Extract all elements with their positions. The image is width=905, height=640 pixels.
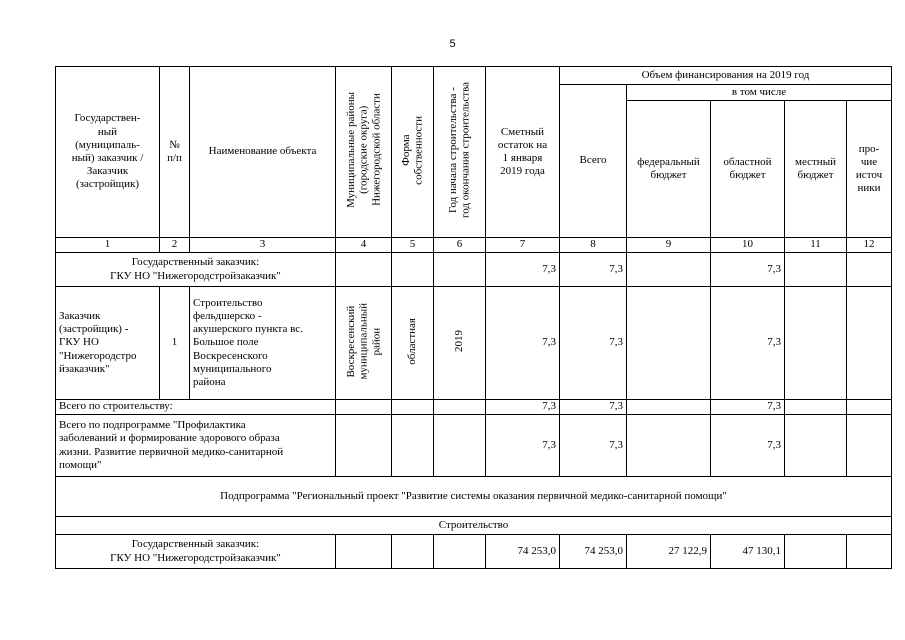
object-name: Строительство фельдшерско - акушерского пункта вс. Большое поле Воскресенского муниципального района [190, 287, 336, 400]
cell-total: 74 253,0 [560, 535, 627, 569]
header-years: Год начала строительства - год окончания строительства [434, 67, 486, 238]
cell-total: 7,3 [560, 400, 627, 415]
column-number: 6 [434, 238, 486, 253]
header-other: про- чие источ ники [847, 101, 892, 238]
column-number: 9 [627, 238, 711, 253]
table-row [56, 517, 892, 535]
cell-total: 7,3 [560, 415, 627, 477]
column-number: 12 [847, 238, 892, 253]
table-row [56, 253, 892, 287]
page-number: 5 [449, 38, 456, 50]
column-number: 11 [785, 238, 847, 253]
header-local: местный бюджет [785, 101, 847, 238]
header-number: № п/п [160, 67, 190, 238]
header-object-name: Наименование объекта [190, 67, 336, 238]
object-district: Воскресенский муниципальный район [336, 287, 392, 400]
table-row [56, 535, 892, 569]
cell-regional: 7,3 [711, 400, 785, 415]
object-years: 2019 [434, 287, 486, 400]
cell-balance: 7,3 [486, 400, 560, 415]
column-number: 4 [336, 238, 392, 253]
cell-regional: 7,3 [711, 253, 785, 287]
header-regional: областной бюджет [711, 101, 785, 238]
table-row [56, 477, 892, 517]
section-title: Строительство [56, 517, 892, 535]
header-federal: федеральный бюджет [627, 101, 711, 238]
column-number: 1 [56, 238, 160, 253]
cell-regional: 7,3 [711, 415, 785, 477]
cell-balance: 7,3 [486, 287, 560, 400]
financing-table [55, 66, 892, 569]
header-including: в том числе [627, 85, 892, 101]
cell-balance: 7,3 [486, 253, 560, 287]
table-row [56, 287, 892, 400]
column-number: 3 [190, 238, 336, 253]
cell-balance: 74 253,0 [486, 535, 560, 569]
column-number: 8 [560, 238, 627, 253]
column-number-row [56, 238, 892, 253]
column-number: 10 [711, 238, 785, 253]
header-districts: Муниципальные районы (городские округа) Нижегородской области [336, 67, 392, 238]
cell-regional: 7,3 [711, 287, 785, 400]
total-construction-label: Всего по строительству: [56, 400, 336, 415]
state-customer-label: Государственный заказчик: ГКУ НО "Нижегородстройзаказчик" [56, 535, 336, 569]
cell-balance: 7,3 [486, 415, 560, 477]
table-row [56, 400, 892, 415]
object-ownership: областная [392, 287, 434, 400]
cell-total: 7,3 [560, 287, 627, 400]
table-row [56, 415, 892, 477]
header-ownership: Форма собственности [392, 67, 434, 238]
column-number: 2 [160, 238, 190, 253]
column-number: 7 [486, 238, 560, 253]
header-financing-group: Объем финансирования на 2019 год [560, 67, 892, 85]
header-total: Всего [560, 85, 627, 238]
object-number: 1 [160, 287, 190, 400]
object-customer: Заказчик (застройщик) - ГКУ НО "Нижегородстро йзаказчик" [56, 287, 160, 400]
cell-total: 7,3 [560, 253, 627, 287]
header-balance: Сметный остаток на 1 января 2019 года [486, 67, 560, 238]
cell-regional: 47 130,1 [711, 535, 785, 569]
header-customer: Государствен- ный (муниципаль- ный) заказчик / Заказчик (застройщик) [56, 67, 160, 238]
column-number: 5 [392, 238, 434, 253]
state-customer-label: Государственный заказчик: ГКУ НО "Нижегородстройзаказчик" [56, 253, 336, 287]
subprogram-title: Подпрограмма "Региональный проект "Развитие системы оказания первичной медико-санитарной помощи" [56, 477, 892, 517]
cell-federal: 27 122,9 [627, 535, 711, 569]
total-subprogram-label: Всего по подпрограмме "Профилактика заболеваний и формирование здорового образа жизни. Развитие первичной медико-санитарной помощи" [56, 415, 336, 477]
